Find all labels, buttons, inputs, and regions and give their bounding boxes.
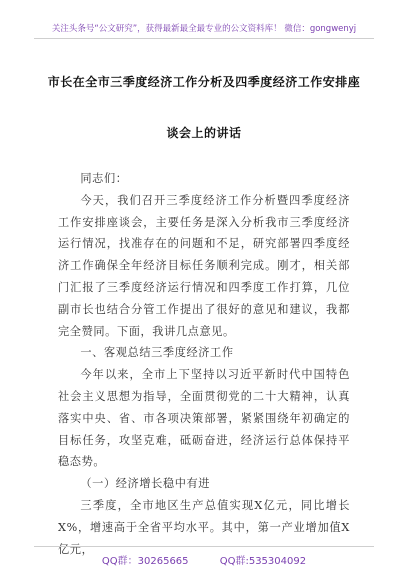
document-title-line-1: 市长在全市三季度经济工作分析及四季度经济工作安排座	[47, 75, 361, 89]
footer-qq-group-1: QQ群：30265665	[101, 556, 189, 567]
body-paragraph: 今天，我们召开三季度经济工作分析暨四季度经济工作安排座谈会，主要任务是深入分析我市三季度经济运行情况，找准存在的问题和不足，研究部署四季度经济工作确保全年经济目标任务顺利完成。刚才，相关部门汇报了三季度经济运行情况和四季度工作打算，几位副市长也结合分管工作提出了很好的意见和建议，我都完全赞同。下面，我讲几点意见。	[58, 193, 350, 338]
document-body	[58, 168, 350, 560]
subsection-heading: （一）经济增长稳中有进	[80, 477, 211, 491]
salutation: 同志们：	[80, 172, 128, 185]
document-title-line-2: 谈会上的讲话	[166, 126, 242, 140]
footer	[0, 552, 408, 567]
footer-qq-group-2: QQ群:535304092	[219, 556, 307, 567]
body-paragraph: 今年以来，全市上下坚持以习近平新时代中国特色社会主义思想为指导，全面贯彻党的二十大精神，认真落实中央、省、市各项决策部署，紧紧围绕年初确定的目标任务，攻坚克难，砥砺奋进，经济运行总体保持平稳态势。	[58, 368, 350, 469]
footer-divider	[34, 546, 374, 547]
body-paragraph: 三季度，全市地区生产总值实现X亿元，同比增长X%，增速高于全省平均水平。其中，第一产业增加值X亿元，	[58, 498, 350, 556]
header-promo-note: 关注头条号“公文研究”，获得最新最全最专业的公文资料库！ 微信：gongwenyj	[51, 24, 357, 34]
header-divider	[34, 38, 374, 39]
section-heading: 一、客观总结三季度经济工作	[80, 346, 234, 360]
